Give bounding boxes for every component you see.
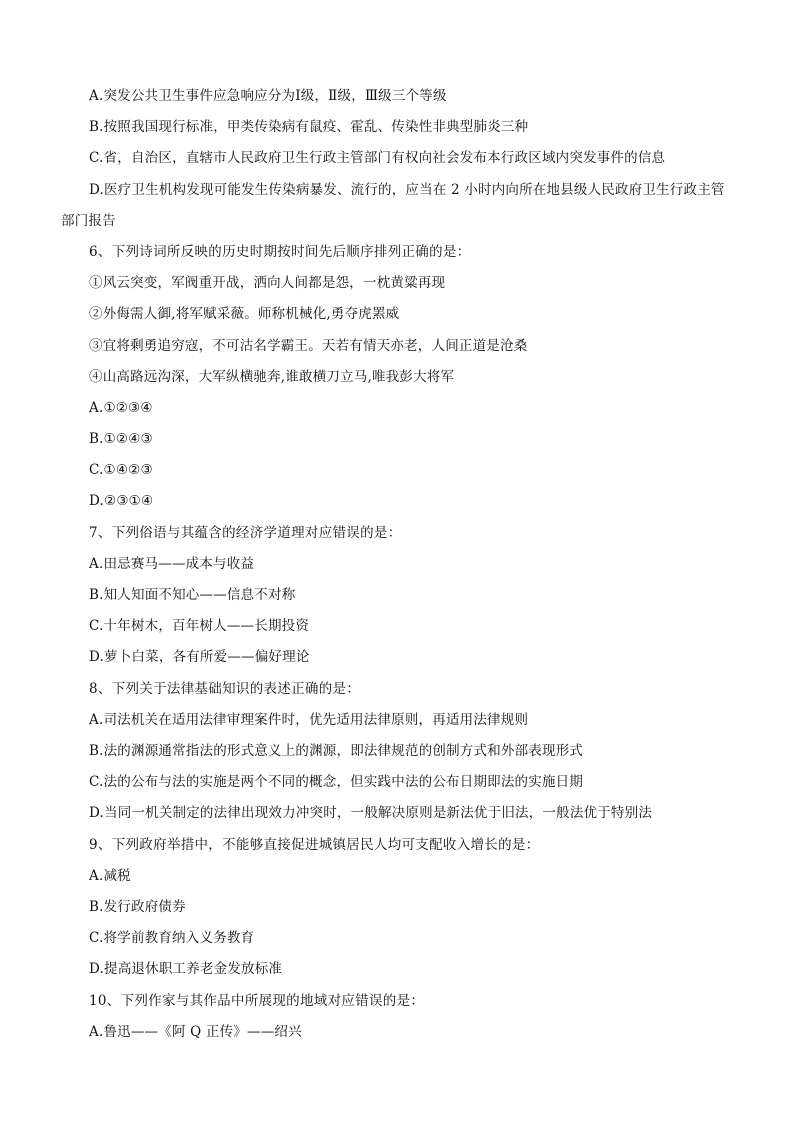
q10-option-a: A.鲁迅——《阿 Q 正传》——绍兴	[89, 1024, 302, 1040]
q6-poem-4: ④山高路远沟深，大军纵横驰奔,谁敢横刀立马,唯我彭大将军	[89, 369, 455, 385]
q6-poem-2: ②外侮需人御,将军赋采薇。师称机械化,勇夺虎罴威	[89, 306, 400, 322]
q5-option-d: D.医疗卫生机构发现可能发生传染病暴发、流行的，应当在 2 小时内向所在地县级人民政府卫生行政主管	[89, 182, 725, 198]
q8-option-c: C.法的公布与法的实施是两个不同的概念，但实践中法的公布日期即法的实施日期	[89, 774, 584, 790]
question-7: 7、下列俗语与其蕴含的经济学道理对应错误的是：	[89, 525, 402, 541]
question-10: 10、下列作家与其作品中所展现的地域对应错误的是：	[89, 993, 425, 1009]
q6-poem-3: ③宜将剩勇追穷寇，不可沽名学霸王。天若有情天亦老，人间正道是沧桑	[89, 338, 528, 354]
q7-option-d: D.萝卜白菜，各有所爱——偏好理论	[89, 649, 310, 665]
q5-option-b: B.按照我国现行标准，甲类传染病有鼠疫、霍乱、传染性非典型肺炎三种	[89, 119, 529, 135]
q8-option-d: D.当同一机关制定的法律出现效力冲突时，一般解决原则是新法优于旧法，一般法优于特别法	[89, 805, 653, 821]
q9-option-b: B.发行政府债券	[89, 899, 186, 915]
q5-option-a: A.突发公共卫生事件应急响应分为Ⅰ级，Ⅱ级，Ⅲ级三个等级	[89, 88, 447, 104]
q6-option-b: B.①②④③	[89, 431, 153, 447]
q6-option-d: D.②③①④	[89, 493, 154, 509]
question-8: 8、下列关于法律基础知识的表述正确的是：	[89, 681, 361, 697]
q9-option-c: C.将学前教育纳入义务教育	[89, 930, 255, 946]
q6-option-a: A.①②③④	[89, 400, 153, 416]
q8-option-a: A.司法机关在适用法律审理案件时，优先适用法律原则，再适用法律规则	[89, 712, 529, 728]
q7-option-b: B.知人知面不知心——信息不对称	[89, 587, 296, 603]
q7-option-a: A.田忌赛马——成本与收益	[89, 556, 255, 572]
q5-option-c: C.省，自治区，直辖市人民政府卫生行政主管部门有权向社会发布本行政区域内突发事件的信息	[89, 150, 666, 166]
q9-option-d: D.提高退休职工养老金发放标准	[89, 961, 283, 977]
question-6: 6、下列诗词所反映的历史时期按时间先后顺序排列正确的是：	[89, 244, 471, 260]
q6-poem-1: ①风云突变，军阀重开战，洒向人间都是怨，一枕黄粱再现	[89, 275, 446, 291]
q5-option-d-continued: 部门报告	[61, 213, 116, 229]
q7-option-c: C.十年树木，百年树人——长期投资	[89, 618, 310, 634]
q6-option-c: C.①④②③	[89, 462, 153, 478]
q9-option-a: A.减税	[89, 868, 131, 884]
q8-option-b: B.法的渊源通常指法的形式意义上的渊源，即法律规范的创制方式和外部表现形式	[89, 743, 584, 759]
question-9: 9、下列政府举措中，不能够直接促进城镇居民人均可支配收入增长的是：	[89, 837, 540, 853]
